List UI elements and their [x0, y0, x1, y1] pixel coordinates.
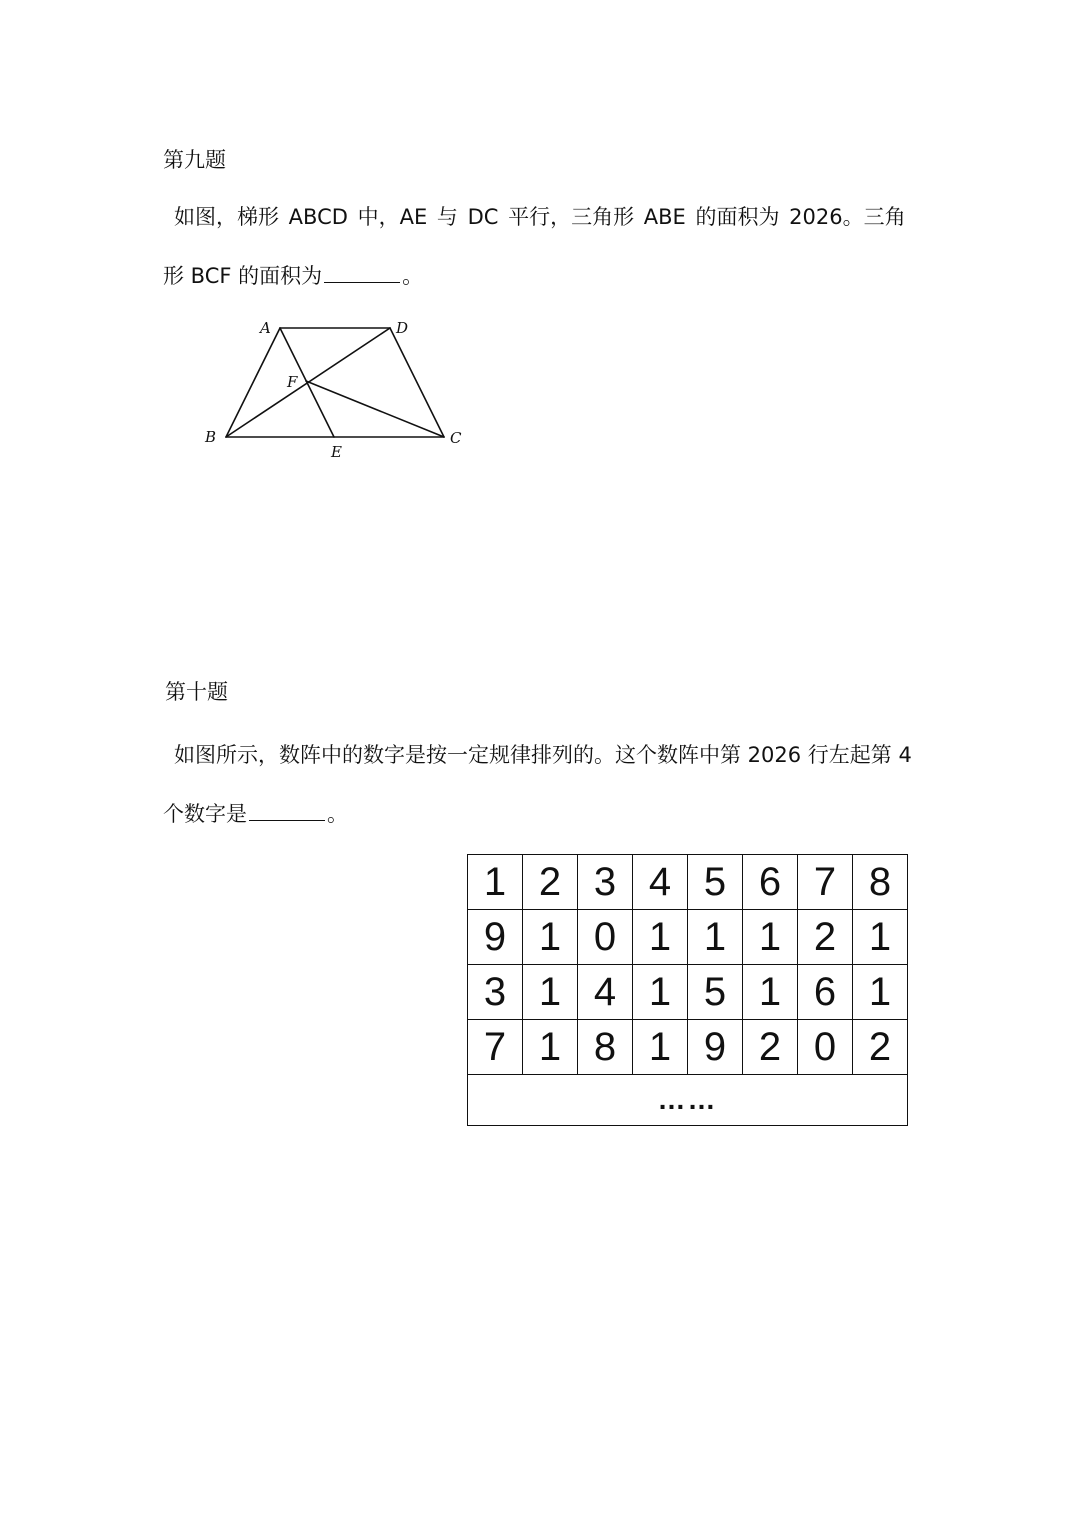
q10-line2-prefix: 个数字是: [163, 802, 247, 826]
grid-cell: 6: [798, 965, 853, 1020]
segment-dc: [390, 328, 444, 437]
grid-row: [468, 1020, 908, 1075]
grid-cell: 1: [633, 910, 688, 965]
grid-ellipsis: ……: [468, 1075, 908, 1126]
grid-cell: 1: [523, 910, 578, 965]
trapezoid-figure: [195, 315, 475, 465]
grid-cell: 1: [853, 910, 908, 965]
q9-answer-blank: [324, 260, 400, 283]
grid-cell: 1: [688, 910, 743, 965]
grid-cell: 3: [578, 855, 633, 910]
grid-cell: 5: [688, 855, 743, 910]
grid-cell: 0: [578, 910, 633, 965]
grid-cell: 1: [468, 855, 523, 910]
grid-cell: 8: [853, 855, 908, 910]
label-a: A: [260, 319, 271, 337]
label-c: C: [450, 429, 462, 447]
q10-line2: [163, 798, 348, 828]
grid-cell: 7: [468, 1020, 523, 1075]
number-grid: [467, 854, 908, 1126]
grid-cell: 1: [853, 965, 908, 1020]
q10-title: 第十题: [165, 680, 228, 704]
grid-cell: 5: [688, 965, 743, 1020]
q9-title: 第九题: [163, 148, 226, 172]
grid-cell: 4: [578, 965, 633, 1020]
label-d: D: [396, 319, 409, 337]
grid-cell: 3: [468, 965, 523, 1020]
q10-line1: 如图所示，数阵中的数字是按一定规律排列的。这个数阵中第 2026 行左起第 4: [174, 743, 912, 767]
grid-row: [468, 965, 908, 1020]
grid-cell: 7: [798, 855, 853, 910]
grid-cell: 6: [743, 855, 798, 910]
grid-row: [468, 910, 908, 965]
q9-line1: 如图，梯形 ABCD 中，AE 与 DC 平行，三角形 ABE 的面积为 2026。三角: [174, 205, 906, 229]
segment-ba: [226, 328, 280, 437]
grid-cell: 1: [633, 1020, 688, 1075]
grid-cell: 2: [853, 1020, 908, 1075]
grid-cell: 2: [798, 910, 853, 965]
grid-cell: 1: [523, 965, 578, 1020]
grid-row-ellipsis: [468, 1075, 908, 1126]
grid-cell: 2: [743, 1020, 798, 1075]
grid-cell: 1: [633, 965, 688, 1020]
grid-cell: 1: [743, 965, 798, 1020]
segment-fc: [306, 381, 444, 437]
grid-cell: 9: [468, 910, 523, 965]
grid-cell: 2: [523, 855, 578, 910]
label-f: F: [287, 373, 298, 391]
q9-line2: [163, 260, 423, 290]
grid-cell: 1: [743, 910, 798, 965]
q10-answer-blank: [249, 798, 325, 821]
grid-cell: 1: [523, 1020, 578, 1075]
grid-row: [468, 855, 908, 910]
grid-cell: 8: [578, 1020, 633, 1075]
label-e: E: [331, 443, 342, 461]
grid-cell: 4: [633, 855, 688, 910]
grid-cell: 9: [688, 1020, 743, 1075]
label-b: B: [205, 428, 217, 446]
q10-line2-suffix: 。: [327, 802, 348, 826]
q9-line2-prefix: 形 BCF 的面积为: [163, 264, 323, 288]
grid-cell: 0: [798, 1020, 853, 1075]
q9-line2-suffix: 。: [402, 264, 424, 288]
